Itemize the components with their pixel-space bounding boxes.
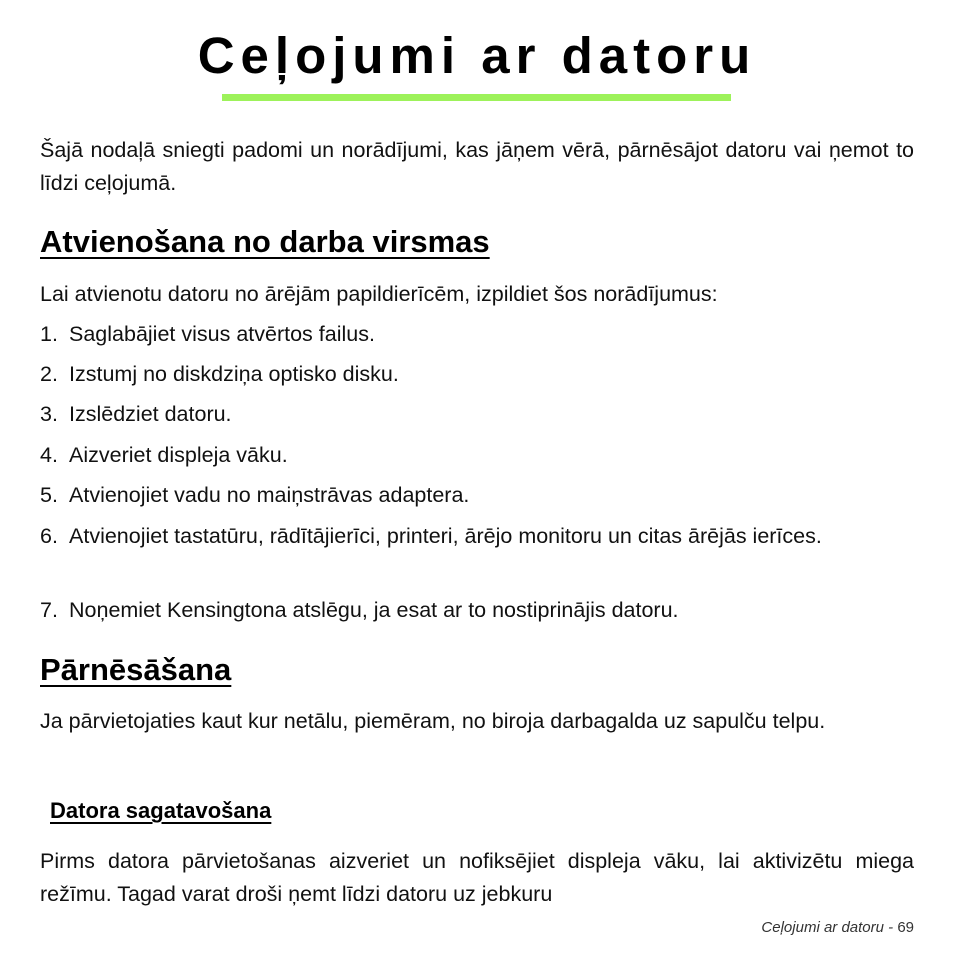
- page-number: 69: [897, 919, 914, 936]
- step-text: Atvienojiet vadu no maiņstrāvas adaptera.: [69, 483, 470, 507]
- page-title: Ceļojumi ar datoru: [197, 27, 757, 84]
- step-number: 4.: [40, 443, 58, 467]
- page-footer: [761, 918, 914, 938]
- subsection-heading-preparing: Datora sagatavošana: [50, 798, 272, 823]
- step-text: Izslēdziet datoru.: [69, 402, 232, 426]
- step-item: [40, 439, 914, 472]
- step-number: 7.: [40, 598, 58, 622]
- step-number: 5.: [40, 483, 58, 507]
- step-item: [40, 479, 914, 512]
- step-number: 1.: [40, 322, 58, 346]
- step-text: Atvienojiet tastatūru, rādītājierīci, printeri, ārējo monitoru un citas ārējās ierīces.: [69, 524, 822, 548]
- step-number: 2.: [40, 362, 58, 386]
- step-text: Saglabājiet visus atvērtos failus.: [69, 322, 375, 346]
- moving-paragraph: Ja pārvietojaties kaut kur netālu, piemēram, no biroja darbagalda uz sapulču telpu.: [40, 709, 826, 733]
- section-heading-moving: Pārnēsāšana: [40, 652, 232, 687]
- step-item: [40, 358, 914, 391]
- disconnect-lead: Lai atvienotu datoru no ārējām papildierīcēm, izpildiet šos norādījumus:: [40, 282, 718, 306]
- step-item: [40, 398, 914, 431]
- step-text: Noņemiet Kensingtona atslēgu, ja esat ar to nostiprinājis datoru.: [69, 598, 679, 622]
- step-text: Izstumj no diskdziņa optisko disku.: [69, 362, 399, 386]
- step-item: [40, 318, 914, 351]
- intro-paragraph: Šajā nodaļā sniegti padomi un norādījumi, kas jāņem vērā, pārnēsājot datoru vai ņemot to līdzi ceļojumā.: [40, 138, 914, 195]
- step-text: Aizveriet displeja vāku.: [69, 443, 288, 467]
- preparing-paragraph: Pirms datora pārvietošanas aizveriet un nofiksējiet displeja vāku, lai aktivizētu miega režīmu. Tagad varat droši ņemt līdzi datoru uz jebkuru: [40, 849, 914, 906]
- step-item: [40, 594, 914, 627]
- title-underline-bar: [222, 94, 731, 101]
- step-number: 6.: [40, 524, 58, 548]
- step-item: [40, 520, 914, 553]
- section-heading-disconnect: Atvienošana no darba virsmas: [40, 224, 490, 259]
- footer-chapter-label: Ceļojumi ar datoru -: [761, 919, 894, 936]
- step-number: 3.: [40, 402, 58, 426]
